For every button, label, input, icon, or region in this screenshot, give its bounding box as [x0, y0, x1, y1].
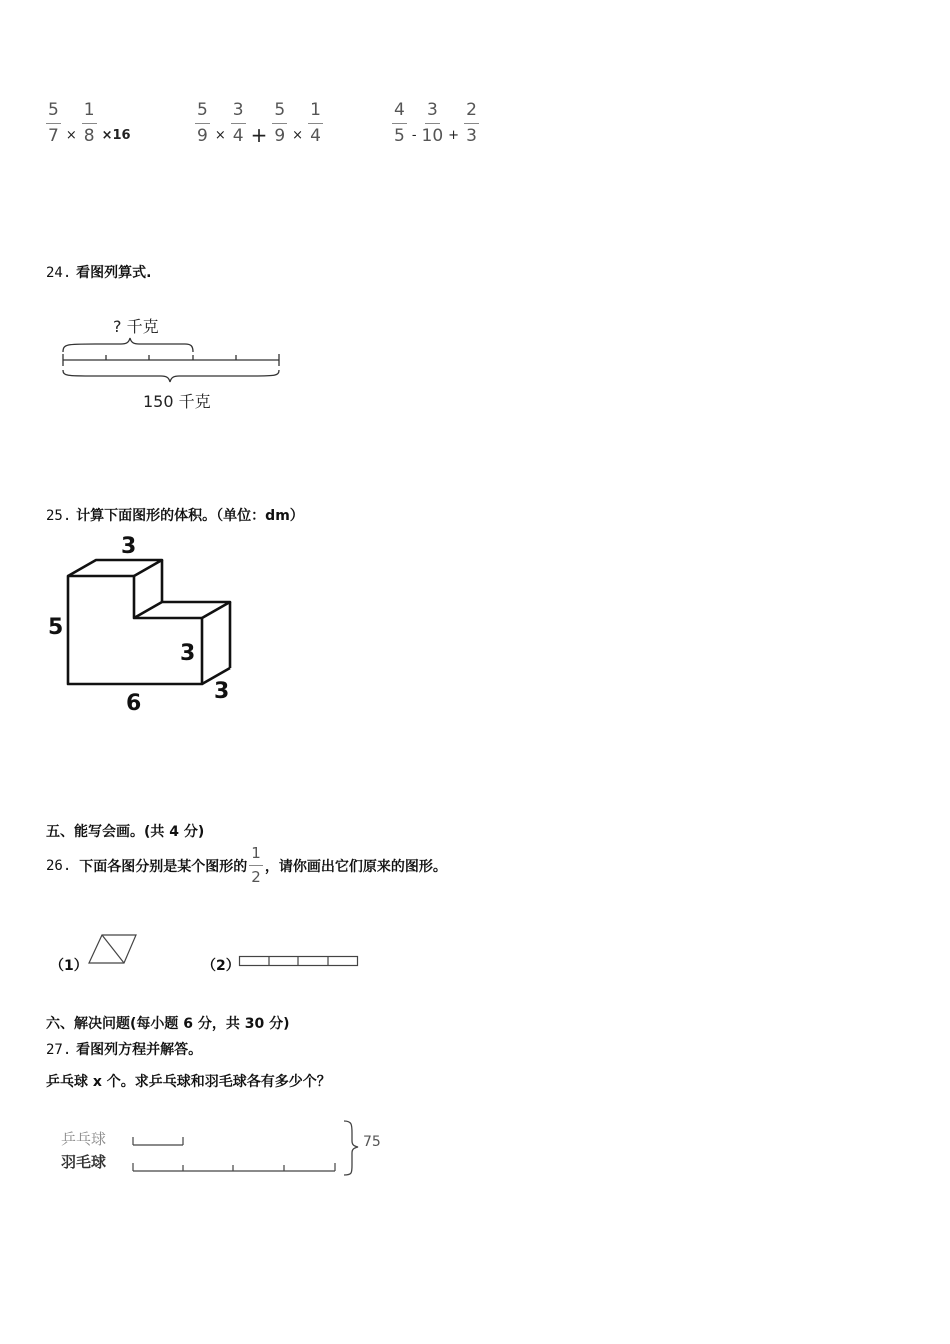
question-25: 25. 计算下面图形的体积。（单位：dm）	[46, 508, 304, 524]
fraction: $\frac{2}{3}$	[466, 100, 477, 146]
fraction: $\frac{5}{7}$	[48, 100, 59, 146]
bracket-diagram	[55, 312, 295, 417]
bottom-label: 150 千克	[143, 392, 211, 411]
dim-inner: 3	[180, 641, 196, 666]
operator: +	[250, 122, 268, 147]
question-26: 26. 下面各图分别是某个图形的 $\frac{1}{2}$ ，请你画出它们原来的图形。	[46, 844, 447, 886]
fraction: $\frac{5}{9}$	[274, 100, 286, 146]
l-shape-solid	[40, 530, 260, 720]
label-1: （1）	[50, 958, 88, 974]
section-6-title: 六、解决问题(每小题 6 分，共 30 分)	[46, 1016, 290, 1032]
fraction: $\frac{3}{10}$	[421, 100, 444, 146]
question-24: 24. 看图列算式.	[46, 265, 152, 281]
half-shape-1	[86, 933, 140, 967]
row-label-badminton: 羽毛球	[61, 1153, 107, 1171]
operator: ×16	[101, 128, 131, 143]
expression-1	[46, 102, 133, 145]
dim-top: 3	[121, 534, 137, 559]
expression-2	[195, 102, 323, 145]
segment-diagram	[55, 1115, 395, 1181]
operator: -	[411, 128, 417, 143]
dim-left: 5	[48, 615, 64, 640]
fraction: $\frac{5}{9}$	[197, 100, 208, 146]
dim-depth: 3	[214, 679, 230, 704]
section-5-title: 五、能写会画。(共 4 分)	[46, 824, 205, 840]
expression-3	[392, 102, 479, 145]
fraction: $\frac{1}{4}$	[310, 100, 321, 146]
fraction: $\frac{4}{5}$	[394, 100, 405, 146]
fraction: $\frac{1}{2}$	[251, 844, 261, 886]
operator: +	[448, 128, 460, 143]
fraction: $\frac{1}{8}$	[83, 100, 95, 146]
label-2: （2）	[202, 958, 240, 974]
operator: ×	[65, 128, 77, 143]
dim-bottom: 6	[126, 691, 142, 716]
question-27-subtext: 乒乓球 x 个。求乒乓球和羽毛球各有多少个？	[46, 1074, 331, 1090]
fraction: $\frac{3}{4}$	[232, 100, 244, 146]
row-label-pingpong: 乒乓球	[61, 1130, 107, 1148]
operator: ×	[214, 128, 226, 143]
top-label: ? 千克	[113, 317, 159, 336]
half-shape-2	[238, 955, 362, 969]
total-label: 75	[363, 1134, 381, 1150]
question-27: 27. 看图列方程并解答。	[46, 1042, 203, 1058]
operator: ×	[292, 128, 304, 143]
